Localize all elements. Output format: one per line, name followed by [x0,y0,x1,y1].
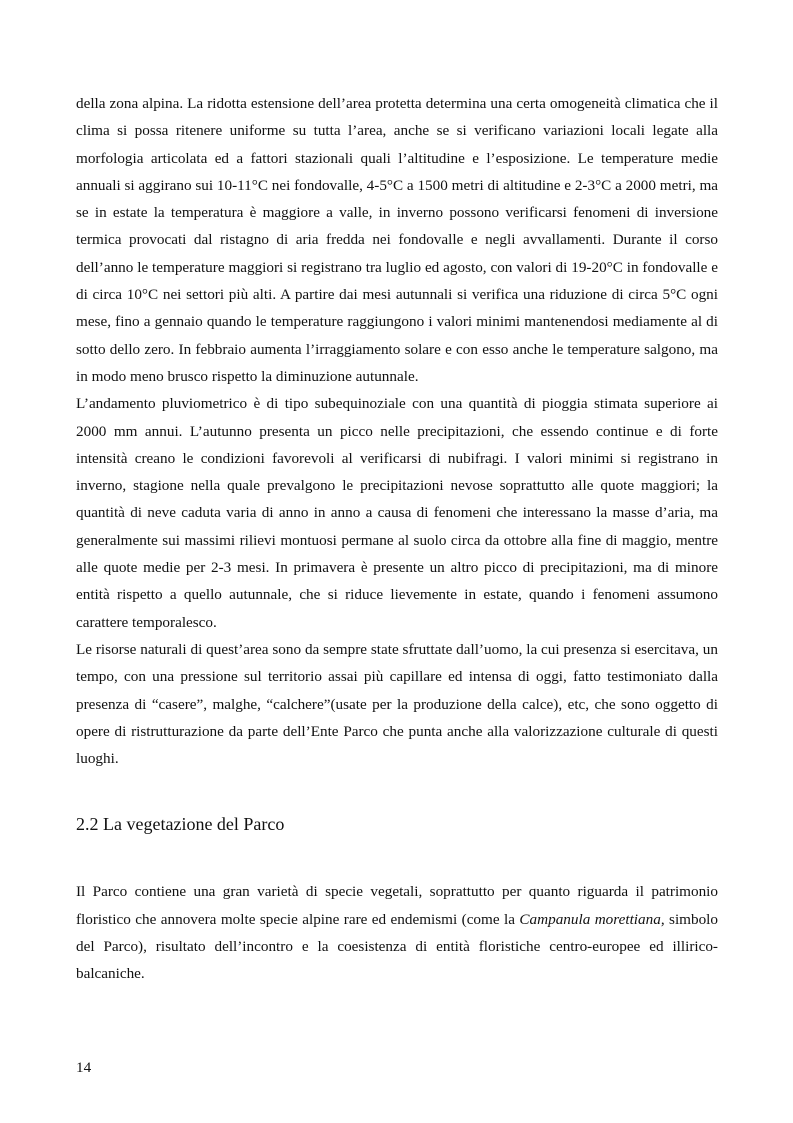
paragraph-climate-temperature: della zona alpina. La ridotta estensione dell’area protetta determina una certa omogeneità climatica che il clima si possa ritenere uniforme su tutta l’area, anche se si verificano variazioni locali legate alla morfologia articolata ed a fattori stazionali quali l’altitudine e l’esposizione. Le temperature medie annuali si aggirano sui 10-11°C nei fondovalle, 4-5°C a 1500 metri di altitudine e 2-3°C a 2000 metri, ma se in estate la temperatura è maggiore a valle, in inverno possono verificarsi fenomeni di inversione termica provocati dal ristagno di aria fredda nei fondovalle e negli avvallamenti. Durante il corso dell’anno le temperature maggiori si registrano tra luglio ed agosto, con valori di 19-20°C in fondovalle e di circa 10°C nei settori più alti. A partire dai mesi autunnali si verifica una riduzione di circa 5°C ogni mese, fino a gennaio quando le temperature raggiungono i valori minimi mantenendosi mediamente al di sotto dello zero. In febbraio aumenta l’irraggiamento solare e con esso anche le temperature salgono, ma in modo meno brusco rispetto la diminuzione autunnale. [76,95,718,385]
vegetation-text-end: , simbolo del Parco), risultato dell’incontro e la coesistenza di entità floristiche centro-europee ed illirico-balcaniche. [76,910,718,983]
vegetation-text-start: Il Parco contiene una gran varietà di specie vegetali, soprattutto per quanto riguarda il patrimonio floristico che annovera molte specie alpine rare ed endemismi (come la [76,883,718,928]
page-body [76,90,718,988]
page-number: 14 [76,1059,92,1076]
species-name-italic: Campanula morettiana [519,910,661,928]
section-heading: 2.2 La vegetazione del Parco [76,814,285,835]
paragraph-vegetation [76,878,718,987]
paragraph-precipitation: L’andamento pluviometrico è di tipo subequinoziale con una quantità di pioggia stimata superiore ai 2000 mm annui. L’autunno presenta un picco nelle precipitazioni, che essendo continue e di forte intensità creano le condizioni favorevoli al verificarsi di nubifragi. I valori minimi si registrano in inverno, stagione nella quale prevalgono le precipitazioni nevose soprattutto alle quote maggiori; la quantità di neve caduta varia di anno in anno a causa di fenomeni che interessano la masse d’aria, ma generalmente sui massimi rilievi montuosi permane al suolo circa da ottobre alla fine di maggio, mentre alle quote medie per 2-3 mesi. In primavera è presente un altro picco di precipitazioni, ma di minore entità rispetto a quello autunnale, che si riduce lievemente in estate, quando i fenomeni assumono carattere temporalesco. [76,395,718,631]
paragraph-natural-resources: Le risorse naturali di quest’area sono da sempre state sfruttate dall’uomo, la cui presenza si esercitava, un tempo, con una pressione sul territorio assai più capillare ed intensa di oggi, fatto testimoniato dalla presenza di “casere”, malghe, “calchere”(usate per la produzione della calce), etc, che sono oggetto di opere di ristrutturazione da parte dell’Ente Parco che punta anche alla valorizzazione culturale di questi luoghi. [76,640,718,768]
